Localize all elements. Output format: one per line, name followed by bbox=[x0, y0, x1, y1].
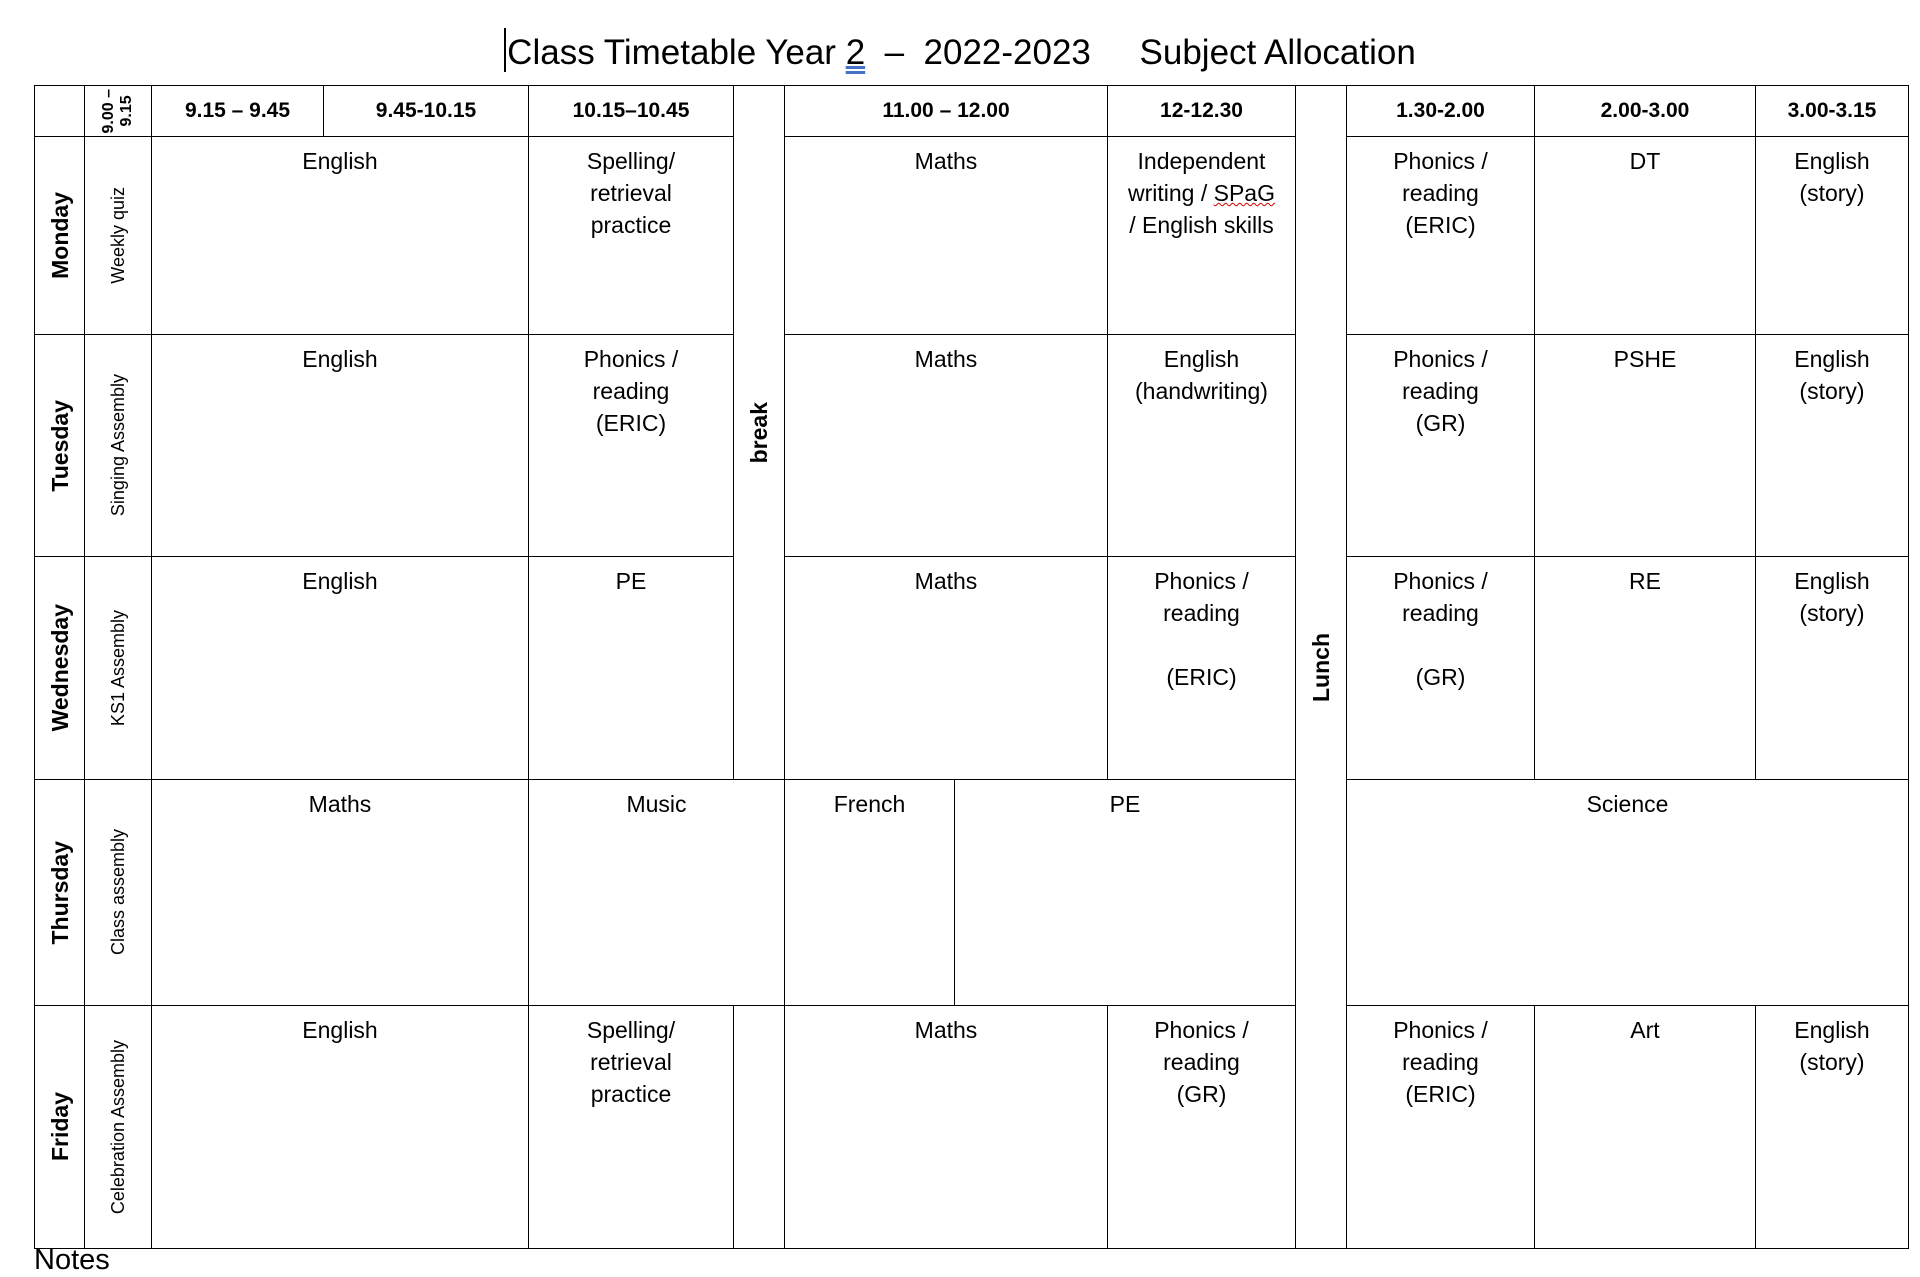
lesson-text: Phonics / reading (GR) bbox=[1393, 346, 1488, 436]
lesson-text bbox=[1108, 137, 1295, 241]
lesson-text: PSHE bbox=[1613, 346, 1677, 372]
day-row-thursday bbox=[35, 780, 1909, 1006]
lesson-cell bbox=[152, 780, 529, 1006]
assembly-label: Celebration Assembly bbox=[108, 1039, 128, 1215]
title-prefix: Class Timetable Year bbox=[507, 33, 846, 72]
lesson-cell bbox=[1756, 335, 1909, 557]
lunch-label: Lunch bbox=[1308, 632, 1334, 702]
day-row-friday bbox=[35, 1006, 1909, 1249]
lesson-text: English (story) bbox=[1794, 1017, 1870, 1075]
lesson-text: Phonics / reading (GR) bbox=[1154, 1017, 1249, 1107]
notes-heading: Notes bbox=[34, 1244, 110, 1276]
day-cell bbox=[35, 780, 85, 1006]
lesson-cell bbox=[529, 137, 734, 335]
day-row-monday bbox=[35, 137, 1909, 335]
lesson-cell bbox=[1108, 335, 1296, 557]
assembly-cell bbox=[85, 335, 152, 557]
lesson-cell bbox=[1756, 557, 1909, 780]
lesson-cell bbox=[1108, 137, 1296, 335]
break-column bbox=[734, 86, 785, 780]
lesson-cell bbox=[152, 557, 529, 780]
spelling-flag-spag: SPaG bbox=[1213, 180, 1275, 206]
lesson-text: English bbox=[302, 346, 378, 372]
lesson-cell bbox=[1108, 557, 1296, 780]
lesson-text: Maths bbox=[308, 791, 372, 817]
lesson-text: Maths bbox=[914, 1017, 978, 1043]
assembly-cell bbox=[85, 137, 152, 335]
lesson-cell bbox=[1756, 1006, 1909, 1249]
lesson-cell bbox=[785, 137, 1108, 335]
time-slot-5: 12-12.30 bbox=[1108, 86, 1296, 137]
lesson-cell bbox=[1108, 1006, 1296, 1249]
day-label: Thursday bbox=[46, 840, 73, 945]
day-cell bbox=[35, 137, 85, 335]
lesson-text: Phonics / reading (ERIC) bbox=[1154, 568, 1249, 690]
day-label: Friday bbox=[46, 1092, 73, 1162]
time-slot-1: 9.15 – 9.45 bbox=[152, 86, 324, 137]
lesson-text-part: Independent writing / bbox=[1127, 148, 1266, 206]
lesson-text: Maths bbox=[914, 148, 978, 174]
lesson-text: Phonics / reading (ERIC) bbox=[1393, 148, 1488, 238]
lesson-cell bbox=[1347, 335, 1535, 557]
day-row-wednesday bbox=[35, 557, 1909, 780]
lesson-text: French bbox=[833, 791, 906, 817]
lesson-text: DT bbox=[1629, 148, 1661, 174]
time-slot-8: 3.00-3.15 bbox=[1756, 86, 1909, 137]
assembly-label: Singing Assembly bbox=[108, 374, 128, 517]
lesson-cell bbox=[1347, 137, 1535, 335]
assembly-label: Weekly quiz bbox=[108, 187, 128, 284]
day-label: Tuesday bbox=[46, 399, 73, 492]
time-slot-6: 1.30-2.00 bbox=[1347, 86, 1535, 137]
lesson-cell bbox=[785, 780, 955, 1006]
lesson-cell bbox=[152, 137, 529, 335]
day-cell bbox=[35, 1006, 85, 1249]
time-slot-7: 2.00-3.00 bbox=[1535, 86, 1756, 137]
lesson-cell bbox=[785, 1006, 1108, 1249]
assembly-cell bbox=[85, 557, 152, 780]
lesson-text: Phonics / reading (GR) bbox=[1393, 568, 1488, 690]
lesson-text: Art bbox=[1630, 1017, 1660, 1043]
lesson-text: Phonics / reading (ERIC) bbox=[583, 346, 679, 436]
lesson-cell bbox=[529, 780, 785, 1006]
lesson-text: English (story) bbox=[1794, 346, 1870, 404]
lesson-cell bbox=[1347, 557, 1535, 780]
lesson-text: English bbox=[302, 148, 378, 174]
assembly-cell bbox=[85, 780, 152, 1006]
break-cell-friday bbox=[734, 1006, 785, 1249]
time-slot-3: 10.15–10.45 bbox=[529, 86, 734, 137]
lesson-cell bbox=[785, 557, 1108, 780]
lesson-text: PE bbox=[615, 568, 647, 594]
assembly-label: KS1 Assembly bbox=[108, 609, 128, 727]
lesson-cell bbox=[1347, 1006, 1535, 1249]
day-cell bbox=[35, 335, 85, 557]
lunch-column bbox=[1296, 86, 1347, 1249]
header-row bbox=[35, 86, 1909, 137]
lesson-cell bbox=[1756, 137, 1909, 335]
lesson-text: English (handwriting) bbox=[1135, 346, 1268, 404]
document-title bbox=[0, 28, 1920, 73]
lesson-text-part: / English skills bbox=[1129, 212, 1274, 238]
timetable bbox=[34, 85, 1909, 1249]
lesson-text: Phonics / reading (ERIC) bbox=[1393, 1017, 1488, 1107]
lesson-cell bbox=[955, 780, 1296, 1006]
text-cursor bbox=[504, 28, 506, 72]
lesson-text: Spelling/ retrieval practice bbox=[586, 1017, 676, 1107]
day-label: Monday bbox=[46, 192, 73, 279]
lesson-cell bbox=[1535, 557, 1756, 780]
lesson-cell bbox=[1535, 335, 1756, 557]
time-slot-2: 9.45-10.15 bbox=[324, 86, 529, 137]
lesson-text: Maths bbox=[914, 568, 978, 594]
lesson-cell bbox=[152, 1006, 529, 1249]
lesson-text: Music bbox=[626, 791, 687, 817]
lesson-cell bbox=[529, 335, 734, 557]
day-label: Wednesday bbox=[46, 604, 73, 732]
lesson-cell bbox=[785, 335, 1108, 557]
lesson-text: English bbox=[302, 1017, 378, 1043]
lesson-cell bbox=[1347, 780, 1909, 1006]
lesson-text: English (story) bbox=[1794, 148, 1870, 206]
lesson-cell bbox=[529, 557, 734, 780]
lesson-cell bbox=[529, 1006, 734, 1249]
lesson-text: Spelling/ retrieval practice bbox=[586, 148, 676, 238]
lesson-text: Science bbox=[1586, 791, 1669, 817]
assembly-label: Class assembly bbox=[108, 829, 128, 956]
lesson-text: Maths bbox=[914, 346, 978, 372]
break-label: break bbox=[746, 401, 772, 464]
assembly-cell bbox=[85, 1006, 152, 1249]
title-year: 2 bbox=[845, 33, 866, 72]
time-0900-cell bbox=[85, 86, 152, 137]
day-cell bbox=[35, 557, 85, 780]
lesson-text: RE bbox=[1629, 568, 1661, 594]
lesson-cell bbox=[152, 335, 529, 557]
lesson-text: PE bbox=[1109, 791, 1141, 817]
day-row-tuesday bbox=[35, 335, 1909, 557]
lesson-text: English (story) bbox=[1794, 568, 1870, 626]
lesson-text: English bbox=[302, 568, 378, 594]
lesson-cell bbox=[1535, 137, 1756, 335]
time-slot-4: 11.00 – 12.00 bbox=[785, 86, 1108, 137]
title-suffix: – 2022-2023 Subject Allocation bbox=[865, 33, 1416, 72]
lesson-cell bbox=[1535, 1006, 1756, 1249]
time-0900: 9.00 – 9.15 bbox=[100, 88, 135, 134]
corner-cell bbox=[35, 86, 85, 137]
